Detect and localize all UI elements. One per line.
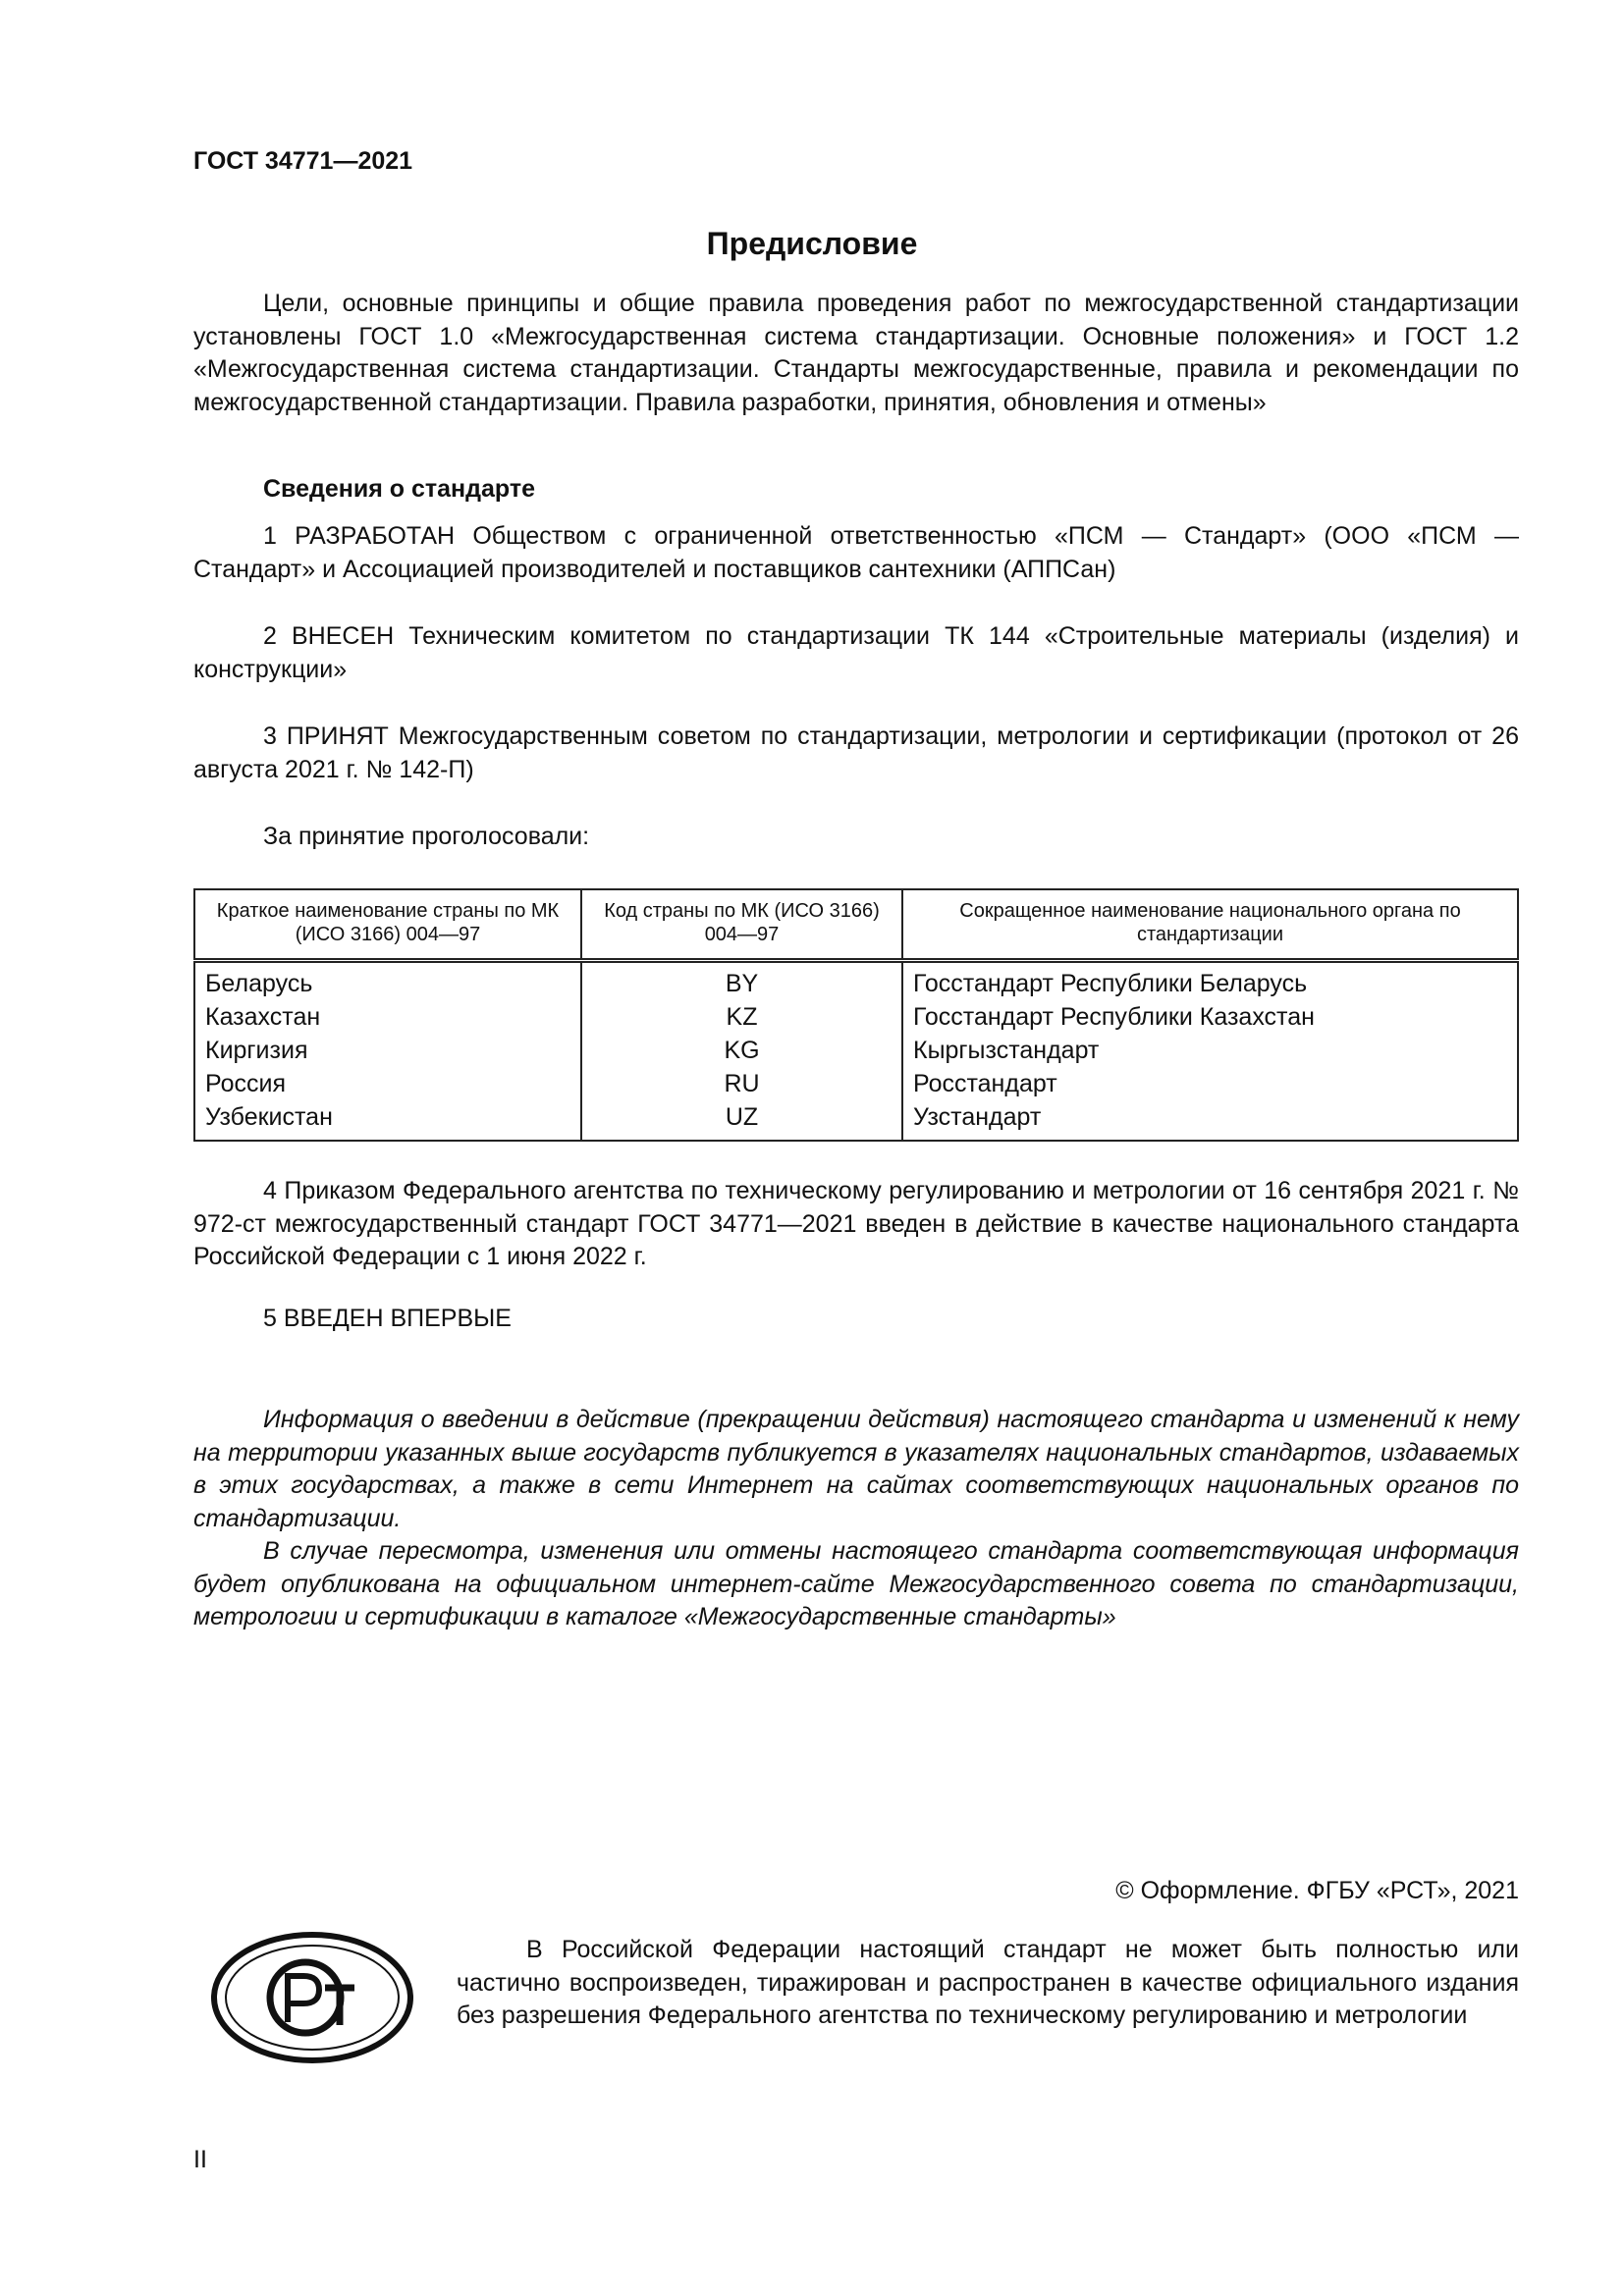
- voted-label-block: [193, 821, 1519, 854]
- item-enacted: 4 Приказом Федерального агентства по техническому регулированию и метрологии от 16 сентября 2021 г. № 972-ст межгосударственный стандарт ГОСТ 34771—2021 введен в действие в качестве национального стандарта Российской Федерации с 1 июня 2022 г.: [193, 1177, 1519, 1270]
- voting-table: [193, 888, 1519, 1142]
- item-3-block: [193, 721, 1519, 786]
- cell-code: KG: [581, 1034, 902, 1067]
- voted-label: За принятие проголосовали:: [263, 823, 590, 850]
- cell-body: Кыргызстандарт: [902, 1034, 1518, 1067]
- cell-code: UZ: [581, 1100, 902, 1141]
- item-2-block: [193, 620, 1519, 686]
- item-1-block: [193, 520, 1519, 586]
- item-5-block: [193, 1303, 1519, 1336]
- header-country-code: Код страны по МК (ИСО 3166) 004—97: [581, 889, 902, 961]
- rst-logo: [209, 1929, 415, 2066]
- item-4-block: [193, 1175, 1519, 1274]
- cell-code: RU: [581, 1067, 902, 1100]
- standard-info-heading: Сведения о стандарте: [263, 475, 536, 503]
- cell-country: Беларусь: [194, 961, 581, 1001]
- table-row: [194, 1000, 1518, 1034]
- notice-paragraph-1: Информация о введении в действие (прекращении действия) настоящего стандарта и изменений к нему на территории указанных выше государств публикуется в указателях национальных стандартов, издаваемых в этих государствах, а также в сети Интернет на сайтах соответствующих национальных органов по стандартизации.: [193, 1406, 1519, 1532]
- cell-body: Узстандарт: [902, 1100, 1518, 1141]
- table-row: [194, 1100, 1518, 1141]
- table-row: [194, 1034, 1518, 1067]
- page-number: II: [193, 2146, 207, 2173]
- item-submitted: 2 ВНЕСЕН Техническим комитетом по стандартизации ТК 144 «Строительные материалы (изделия) и конструкции»: [193, 622, 1519, 683]
- table-row: [194, 961, 1518, 1001]
- rights-notice-block: [457, 1934, 1519, 2033]
- copyright-line: © Оформление. ФГБУ «РСТ», 2021: [1115, 1877, 1519, 1904]
- table-header-row: [194, 889, 1518, 961]
- cell-country: Казахстан: [194, 1000, 581, 1034]
- rst-logo-icon: [209, 1929, 415, 2066]
- cell-country: Узбекистан: [194, 1100, 581, 1141]
- cell-code: BY: [581, 961, 902, 1001]
- cell-code: KZ: [581, 1000, 902, 1034]
- item-adopted: 3 ПРИНЯТ Межгосударственным советом по стандартизации, метрологии и сертификации (протокол от 26 августа 2021 г. № 142-П): [193, 722, 1519, 783]
- rights-notice: В Российской Федерации настоящий стандарт не может быть полностью или частично воспроизведен, тиражирован и распространен в качестве официального издания без разрешения Федерального агентства по техническому регулированию и метрологии: [457, 1936, 1519, 2029]
- cell-country: Киргизия: [194, 1034, 581, 1067]
- cell-body: Госстандарт Республики Казахстан: [902, 1000, 1518, 1034]
- cell-body: Росстандарт: [902, 1067, 1518, 1100]
- item-developed: 1 РАЗРАБОТАН Обществом с ограниченной ответственностью «ПСМ — Стандарт» (ООО «ПСМ — Стандарт» и Ассоциацией производителей и поставщиков сантехники (АППСан): [193, 522, 1519, 583]
- intro-paragraph: Цели, основные принципы и общие правила проведения работ по межгосударственной стандартизации установлены ГОСТ 1.0 «Межгосударственная система стандартизации. Основные положения» и ГОСТ 1.2 «Межгосударственная система стандартизации. Стандарты межгосударственные, правила и рекомендации по межгосударственной стандартизации. Правила разработки, принятия, обновления и отмены»: [193, 290, 1519, 416]
- cell-country: Россия: [194, 1067, 581, 1100]
- voting-table-container: [193, 888, 1519, 1142]
- item-first-introduced: 5 ВВЕДЕН ВПЕРВЫЕ: [263, 1305, 512, 1332]
- standard-info-heading-block: [193, 473, 1519, 507]
- cell-body: Госстандарт Республики Беларусь: [902, 961, 1518, 1001]
- intro-section: [193, 288, 1519, 419]
- notice-paragraph-2: В случае пересмотра, изменения или отмены настоящего стандарта соответствующая информация будет опубликована на официальном интернет-сайте Межгосударственного совета по стандартизации, метрологии и сертификации в каталоге «Межгосударственные стандарты»: [193, 1537, 1519, 1630]
- document-code: ГОСТ 34771—2021: [193, 147, 413, 175]
- table-row: [194, 1067, 1518, 1100]
- notice-section: [193, 1404, 1519, 1634]
- header-country-name: Краткое наименование страны по МК (ИСО 3166) 004—97: [194, 889, 581, 961]
- header-national-body: Сокращенное наименование национального органа по стандартизации: [902, 889, 1518, 961]
- page-title: Предисловие: [706, 226, 918, 261]
